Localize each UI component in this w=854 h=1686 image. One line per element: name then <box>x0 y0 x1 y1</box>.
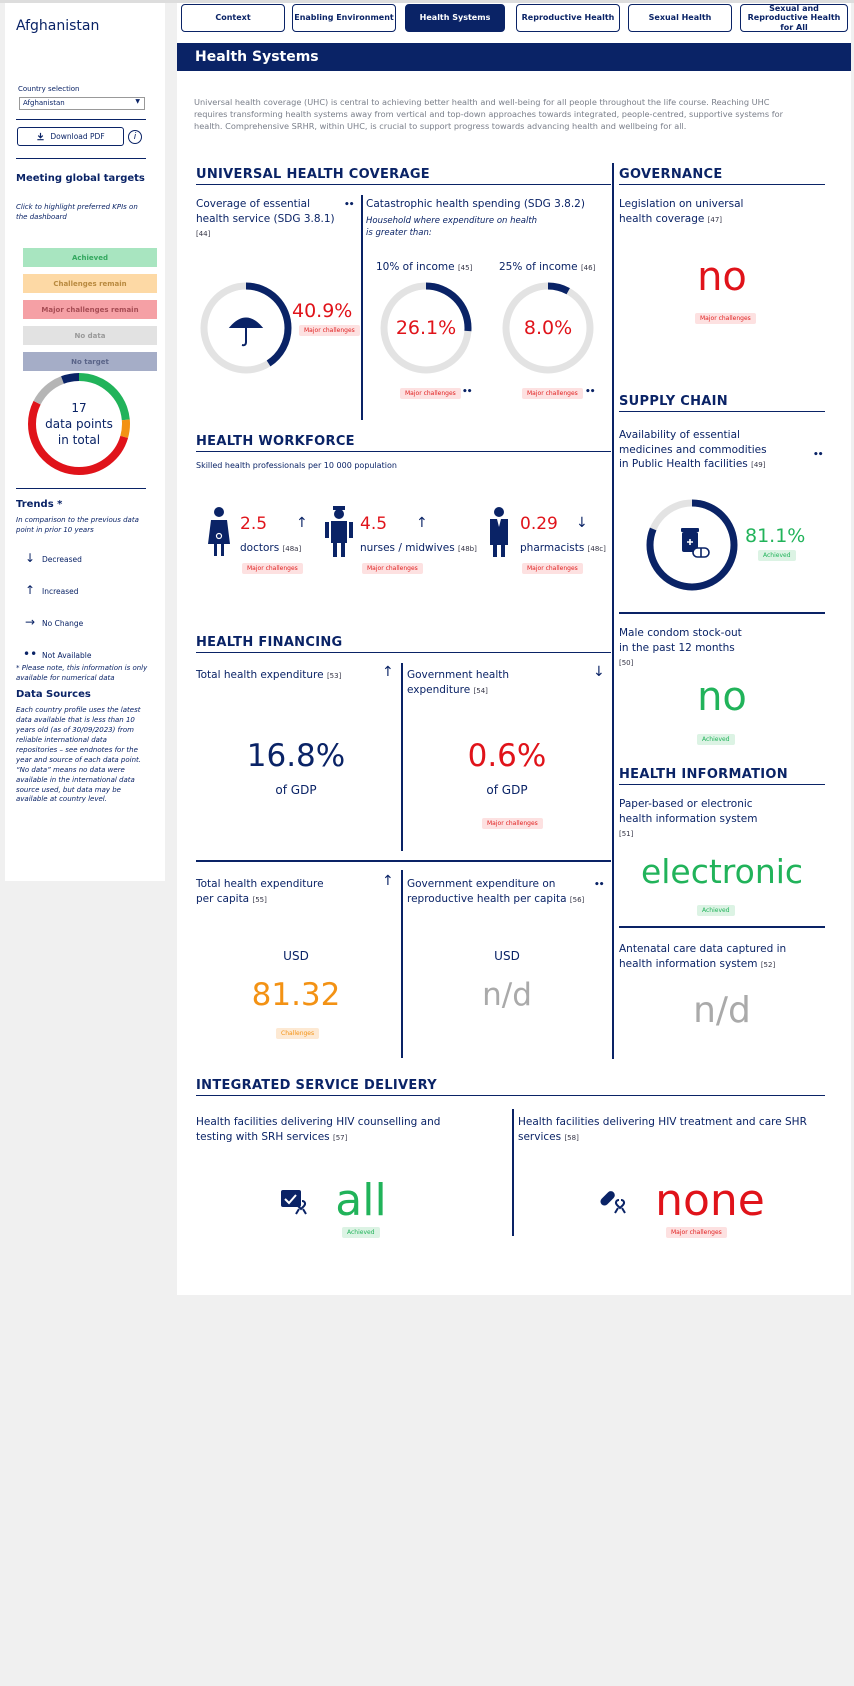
workforce-sub: Skilled health professionals per 10 000 population <box>196 461 397 470</box>
workforce-label: nurses / midwives [48b] <box>360 542 477 554</box>
legend-achieved[interactable]: Achieved <box>23 248 157 267</box>
page-title: Health Systems <box>177 43 851 71</box>
intro-text: Universal health coverage (UHC) is central to achieving better health and well-being for all people throughout the life course. Reaching UHC requires transforming health systems away from vertical and top-down approaches towards integrated, people-centred, supportive systems for health. Comprehensive SRHR, within UHC, is crucial to support progress towards advancing health and wellbeing for all. <box>194 97 783 131</box>
c25-label: 25% of income [46] <box>499 261 596 273</box>
download-icon <box>36 132 45 141</box>
country-title: Afghanistan <box>16 18 100 34</box>
trend-label: Not Available <box>42 651 92 660</box>
workforce-label: doctors [48a] <box>240 542 302 554</box>
legend-challenges-remain[interactable]: Challenges remain <box>23 274 157 293</box>
rh-currency: USD <box>494 949 520 963</box>
tab-sexual-and-reproductive-health-for-all[interactable]: Sexual and Reproductive Health for All <box>740 4 848 32</box>
pc-currency: USD <box>283 949 309 963</box>
anc-value: n/d <box>693 990 751 1031</box>
catastrophic-label: Catastrophic health spending (SDG 3.8.2) <box>366 198 585 210</box>
availability-ring <box>644 497 740 593</box>
footnote: * Please note, this information is only available for numerical data <box>16 664 148 682</box>
hiv-test-badge: Achieved <box>342 1227 380 1238</box>
info-heading: HEALTH INFORMATION <box>619 767 825 785</box>
trend-decreased-icon: ↓ <box>24 551 36 565</box>
the-unit: of GDP <box>275 783 317 797</box>
c10-value: 26.1% <box>395 317 457 339</box>
coverage-label: Coverage of essential health service (SDG 3.8.1) [44] <box>196 198 335 239</box>
arrow-down-icon: ↓ <box>576 515 588 531</box>
hiv-treat-label: Health facilities delivering HIV treatment and care SHR services [58] <box>518 1116 807 1143</box>
c25-badge: Major challenges <box>522 388 583 399</box>
hiv-test-value: all <box>335 1175 387 1226</box>
supply-heading: SUPPLY CHAIN <box>619 394 825 412</box>
condom-badge: Achieved <box>697 734 735 745</box>
ghe-label: Government health expenditure [54] <box>407 669 510 696</box>
pc-badge: Challenges <box>276 1028 319 1039</box>
data-sources-text: Each country profile uses the latest data available that is less than 10 years old (as of 30/09/2023) from reliable international data repositories – see endnotes for the year and source of each data point. “No data” means no data were available in the international data source used, but data may be available at country level. <box>16 706 142 804</box>
c25-value: 8.0% <box>523 317 573 339</box>
condom-label: Male condom stock-out in the past 12 months [50] <box>619 627 742 668</box>
workforce-heading: HEALTH WORKFORCE <box>196 434 611 452</box>
governance-value: no <box>697 254 747 300</box>
trend-not-available-icon: •• <box>23 647 38 661</box>
medicine-bottle-icon <box>681 528 709 557</box>
country-select-value: Afghanistan <box>23 99 65 107</box>
coverage-value: 40.9% <box>292 300 353 322</box>
ghe-unit: of GDP <box>486 783 528 797</box>
download-pdf-button[interactable] <box>17 127 124 146</box>
trend-increased-icon: ↑ <box>24 583 36 597</box>
availability-label: Availability of essential medicines and commodities in Public Health facilities [49] <box>619 429 767 471</box>
info-sys-value: electronic <box>640 852 804 891</box>
hiv-treat-badge: Major challenges <box>666 1227 727 1238</box>
workforce-badge: Major challenges <box>362 563 423 574</box>
c10-label: 10% of income [45] <box>376 261 473 273</box>
governance-badge: Major challenges <box>695 313 756 324</box>
tab-enabling-environment[interactable]: Enabling Environment <box>292 4 396 32</box>
donut-line2: in total <box>57 433 101 448</box>
legend-no-data[interactable]: No data <box>23 326 157 345</box>
download-label: Download PDF <box>50 132 105 141</box>
availability-value: 81.1% <box>745 525 806 547</box>
pharmacist-icon <box>485 506 513 558</box>
pc-label: Total health expenditure per capita [55] <box>196 878 324 905</box>
the-value: 16.8% <box>246 738 346 774</box>
umbrella-icon <box>231 319 261 346</box>
hiv-test-label: Health facilities delivering HIV counselling and testing with SRH services [57] <box>196 1116 441 1143</box>
pc-value: 81.32 <box>251 977 341 1013</box>
coverage-ring <box>198 280 294 376</box>
workforce-value: 0.29 <box>520 514 558 534</box>
hiv-treat-value: none <box>655 1175 765 1226</box>
trend-na-icon: •• <box>462 387 472 397</box>
isd-heading: INTEGRATED SERVICE DELIVERY <box>196 1078 825 1096</box>
data-sources-title: Data Sources <box>16 689 91 700</box>
tab-sexual-health[interactable]: Sexual Health <box>628 4 732 32</box>
arrow-up-icon: ↑ <box>382 873 394 889</box>
info-sys-label: Paper-based or electronic health information system [51] <box>619 798 758 839</box>
workforce-badge: Major challenges <box>522 563 583 574</box>
donut-line1: data points <box>45 417 113 432</box>
c10-badge: Major challenges <box>400 388 461 399</box>
the-label: Total health expenditure [53] <box>196 669 342 681</box>
workforce-value: 4.5 <box>360 514 388 534</box>
uhc-heading: UNIVERSAL HEALTH COVERAGE <box>196 167 611 185</box>
data-points-donut <box>25 370 133 478</box>
condom-value: no <box>697 674 747 720</box>
arrow-up-icon: ↑ <box>416 515 428 531</box>
availability-badge: Achieved <box>758 550 796 561</box>
tab-context[interactable]: Context <box>181 4 285 32</box>
rh-value: n/d <box>482 977 532 1013</box>
workforce-badge: Major challenges <box>242 563 303 574</box>
arrow-down-icon: ↓ <box>593 664 605 680</box>
donut-count: 17 <box>71 401 87 415</box>
ghe-value: 0.6% <box>467 738 547 774</box>
ghe-badge: Major challenges <box>482 818 543 829</box>
governance-heading: GOVERNANCE <box>619 167 825 185</box>
info-sys-badge: Achieved <box>697 905 735 916</box>
info-icon[interactable]: i <box>128 130 142 144</box>
trend-na-icon: •• <box>344 200 354 210</box>
nurse-icon <box>325 506 353 558</box>
trends-title: Trends * <box>16 499 63 510</box>
sidebar <box>5 3 165 881</box>
arrow-up-icon: ↑ <box>296 515 308 531</box>
legend-major-challenges-remain[interactable]: Major challenges remain <box>23 300 157 319</box>
coverage-badge: Major challenges <box>299 325 360 336</box>
targets-hint: Click to highlight preferred KPIs on the dashboard <box>16 203 138 221</box>
catastrophic-sub: Household where expenditure on health is greater than: <box>366 216 538 238</box>
trend-label: No Change <box>42 619 84 628</box>
financing-heading: HEALTH FINANCING <box>196 635 611 653</box>
clipboard-ribbon-icon <box>280 1187 310 1217</box>
pills-ribbon-icon <box>600 1188 630 1218</box>
governance-label: Legislation on universal health coverage [47] <box>619 198 744 225</box>
workforce-value: 2.5 <box>240 514 268 534</box>
tab-reproductive-health[interactable]: Reproductive Health <box>516 4 620 32</box>
anc-label: Antenatal care data captured in health information system [52] <box>619 943 787 970</box>
trends-hint: In comparison to the previous data point in prior 10 years <box>16 516 139 534</box>
country-select[interactable] <box>19 97 145 110</box>
trend-no-change-icon: → <box>24 615 36 629</box>
arrow-up-icon: ↑ <box>382 664 394 680</box>
trend-na-icon: •• <box>585 387 595 397</box>
rh-label: Government expenditure on reproductive health per capita [56] <box>407 878 585 905</box>
trend-na-icon: •• <box>594 880 604 890</box>
targets-title: Meeting global targets <box>16 173 145 184</box>
tab-health-systems[interactable]: Health Systems <box>405 4 505 32</box>
legend-no-target[interactable]: No target <box>23 352 157 371</box>
trend-label: Decreased <box>42 555 82 564</box>
country-selection-label: Country selection <box>18 85 80 93</box>
trend-na-icon: •• <box>813 450 823 460</box>
chevron-down-icon: ▼ <box>135 98 140 105</box>
workforce-label: pharmacists [48c] <box>520 542 606 554</box>
trend-label: Increased <box>42 587 79 596</box>
doctor-icon <box>205 506 233 558</box>
